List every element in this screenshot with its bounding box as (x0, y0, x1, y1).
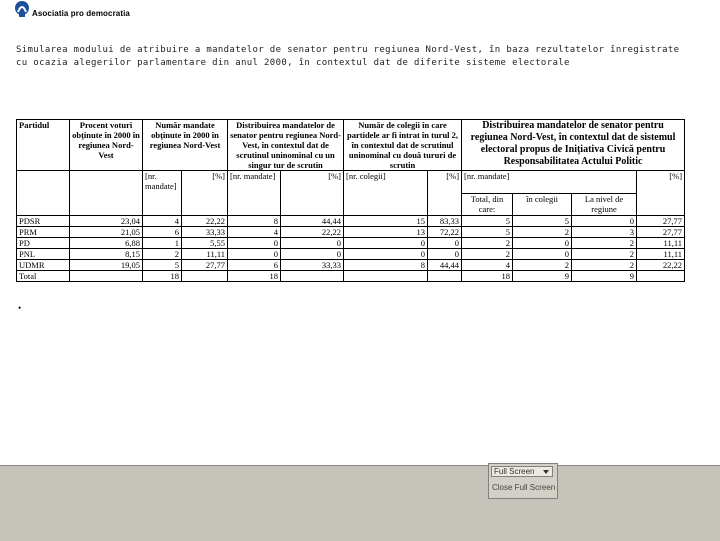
cell-m2000-pct: 22,22 (182, 216, 228, 227)
table-row (17, 216, 685, 227)
cell-m2000: 1 (143, 238, 182, 249)
table-row (17, 227, 685, 238)
cell-m2000: 4 (143, 216, 182, 227)
cell-votes: 8,15 (70, 249, 143, 260)
subheader-colleges-nr: [nr. colegii] (344, 171, 428, 216)
col-header-mandates-2000: Număr mandate obținute în 2000 în regiunea Nord-Vest (143, 120, 228, 171)
cell-apd-pct: 27,77 (637, 216, 685, 227)
cell-col-pct: 0 (428, 249, 462, 260)
cell-total: 2 (462, 249, 513, 260)
subheader-distribution-nr: [nr. mandate] (228, 171, 281, 216)
cell-apd-pct: 11,11 (637, 249, 685, 260)
col-header-apd: Distribuirea mandatelor de senator pentru regiunea Nord-Vest, în contextul dat de sistemul electoral propus de Inițiativa Civică pentru Responsabilitatea Actului Politic (462, 120, 685, 171)
subheader-mandates-pct: [%] (182, 171, 228, 216)
table-row (17, 260, 685, 271)
header-row (17, 120, 685, 171)
cell-col (344, 271, 428, 282)
col-header-distribution: Distribuirea mandatelor de senator pentru regiunea Nord-Vest, în contextul dat de scrutinul uninominal cu un singur tur de scrutin (228, 120, 344, 171)
cell-votes: 23,04 (70, 216, 143, 227)
cell-regional: 9 (572, 271, 637, 282)
cell-apd-pct: 27,77 (637, 227, 685, 238)
viewer-bottom-bar (0, 465, 720, 541)
dropdown-arrow-icon (541, 467, 551, 476)
subheader-mandates-nr: [nr. mandate] (143, 171, 182, 216)
cell-regional: 0 (572, 216, 637, 227)
subheader-row (17, 171, 685, 194)
subheader-empty-party (17, 171, 70, 216)
cell-votes: 6,88 (70, 238, 143, 249)
subheader-regional-level: La nivel de regiune (572, 194, 637, 216)
cell-votes: 19,05 (70, 260, 143, 271)
cell-regional: 2 (572, 238, 637, 249)
cell-dist-pct: 33,33 (281, 260, 344, 271)
cell-regional: 2 (572, 249, 637, 260)
cell-m2000-pct: 11,11 (182, 249, 228, 260)
cell-apd-pct: 22,22 (637, 260, 685, 271)
apd-logo-icon (14, 0, 30, 18)
subheader-apd-nr: [nr. mandate] (462, 171, 637, 194)
cell-dist-pct (281, 271, 344, 282)
cell-dist-pct: 22,22 (281, 227, 344, 238)
cell-m2000: 2 (143, 249, 182, 260)
cell-col-pct: 83,33 (428, 216, 462, 227)
table-row (17, 249, 685, 260)
intro-text: Simularea modului de atribuire a mandatelor de senator pentru regiunea Nord-Vest, în baza rezultatelor înregistrate cu ocazia alegerilor parlamentare din anul 2000, în contextul dat de diferite sisteme electorale (16, 45, 680, 68)
cell-dist: 0 (228, 249, 281, 260)
cell-col: 0 (344, 238, 428, 249)
cell-col-pct: 0 (428, 238, 462, 249)
cell-in-col: 2 (513, 260, 572, 271)
cell-col-pct: 72,22 (428, 227, 462, 238)
cell-total: 4 (462, 260, 513, 271)
col-header-votes: Procent voturi obținute în 2000 în regiunea Nord-Vest (70, 120, 143, 171)
cell-m2000: 6 (143, 227, 182, 238)
table-row (17, 238, 685, 249)
cell-party: PD (17, 238, 70, 249)
cell-dist: 0 (228, 238, 281, 249)
table-row (17, 271, 685, 282)
cell-dist: 6 (228, 260, 281, 271)
cell-party: PDSR (17, 216, 70, 227)
cell-party: PNL (17, 249, 70, 260)
cell-col-pct: 44,44 (428, 260, 462, 271)
cell-col: 0 (344, 249, 428, 260)
cell-col-pct (428, 271, 462, 282)
cell-party: Total (17, 271, 70, 282)
cell-dist: 4 (228, 227, 281, 238)
cell-in-col: 0 (513, 249, 572, 260)
cell-dist-pct: 0 (281, 249, 344, 260)
cell-dist: 18 (228, 271, 281, 282)
cell-dist-pct: 44,44 (281, 216, 344, 227)
cell-party: PRM (17, 227, 70, 238)
cell-m2000-pct: 5,55 (182, 238, 228, 249)
subheader-colleges-pct: [%] (428, 171, 462, 216)
org-name: Asociatia pro democratia (32, 9, 130, 18)
cell-total: 2 (462, 238, 513, 249)
cell-in-col: 2 (513, 227, 572, 238)
subheader-total-of-which: Total, din care: (462, 194, 513, 216)
cell-m2000-pct (182, 271, 228, 282)
cell-total: 5 (462, 216, 513, 227)
subheader-apd-pct: [%] (637, 171, 685, 216)
cell-party: UDMR (17, 260, 70, 271)
fullscreen-dropdown-label: Full Screen (494, 467, 535, 476)
cell-votes (70, 271, 143, 282)
cell-m2000-pct: 33,33 (182, 227, 228, 238)
cell-total: 18 (462, 271, 513, 282)
subheader-in-colleges: în colegii (513, 194, 572, 216)
cell-total: 5 (462, 227, 513, 238)
fullscreen-dropdown[interactable] (491, 466, 553, 477)
cell-regional: 2 (572, 260, 637, 271)
fullscreen-menu (488, 463, 558, 499)
cell-dist-pct: 0 (281, 238, 344, 249)
table-body (17, 216, 685, 282)
cell-col: 8 (344, 260, 428, 271)
close-fullscreen-item[interactable]: Close Full Screen (492, 483, 556, 492)
subheader-empty-votes (70, 171, 143, 216)
cell-in-col: 0 (513, 238, 572, 249)
col-header-party: Partidul (17, 120, 70, 171)
cell-votes: 21,05 (70, 227, 143, 238)
cell-apd-pct (637, 271, 685, 282)
cell-regional: 3 (572, 227, 637, 238)
col-header-colleges: Număr de colegii în care partidele ar fi intrat în turul 2, în contextul dat de scrutinul uninominal cu două tururi de scrutin (344, 120, 462, 171)
cell-col: 15 (344, 216, 428, 227)
subheader-distribution-pct: [%] (281, 171, 344, 216)
results-table (16, 119, 685, 282)
cell-col: 13 (344, 227, 428, 238)
cell-in-col: 9 (513, 271, 572, 282)
cell-m2000: 18 (143, 271, 182, 282)
cell-m2000: 5 (143, 260, 182, 271)
cell-apd-pct: 11,11 (637, 238, 685, 249)
bullet: • (18, 303, 22, 313)
cell-dist: 8 (228, 216, 281, 227)
cell-m2000-pct: 27,77 (182, 260, 228, 271)
cell-in-col: 5 (513, 216, 572, 227)
